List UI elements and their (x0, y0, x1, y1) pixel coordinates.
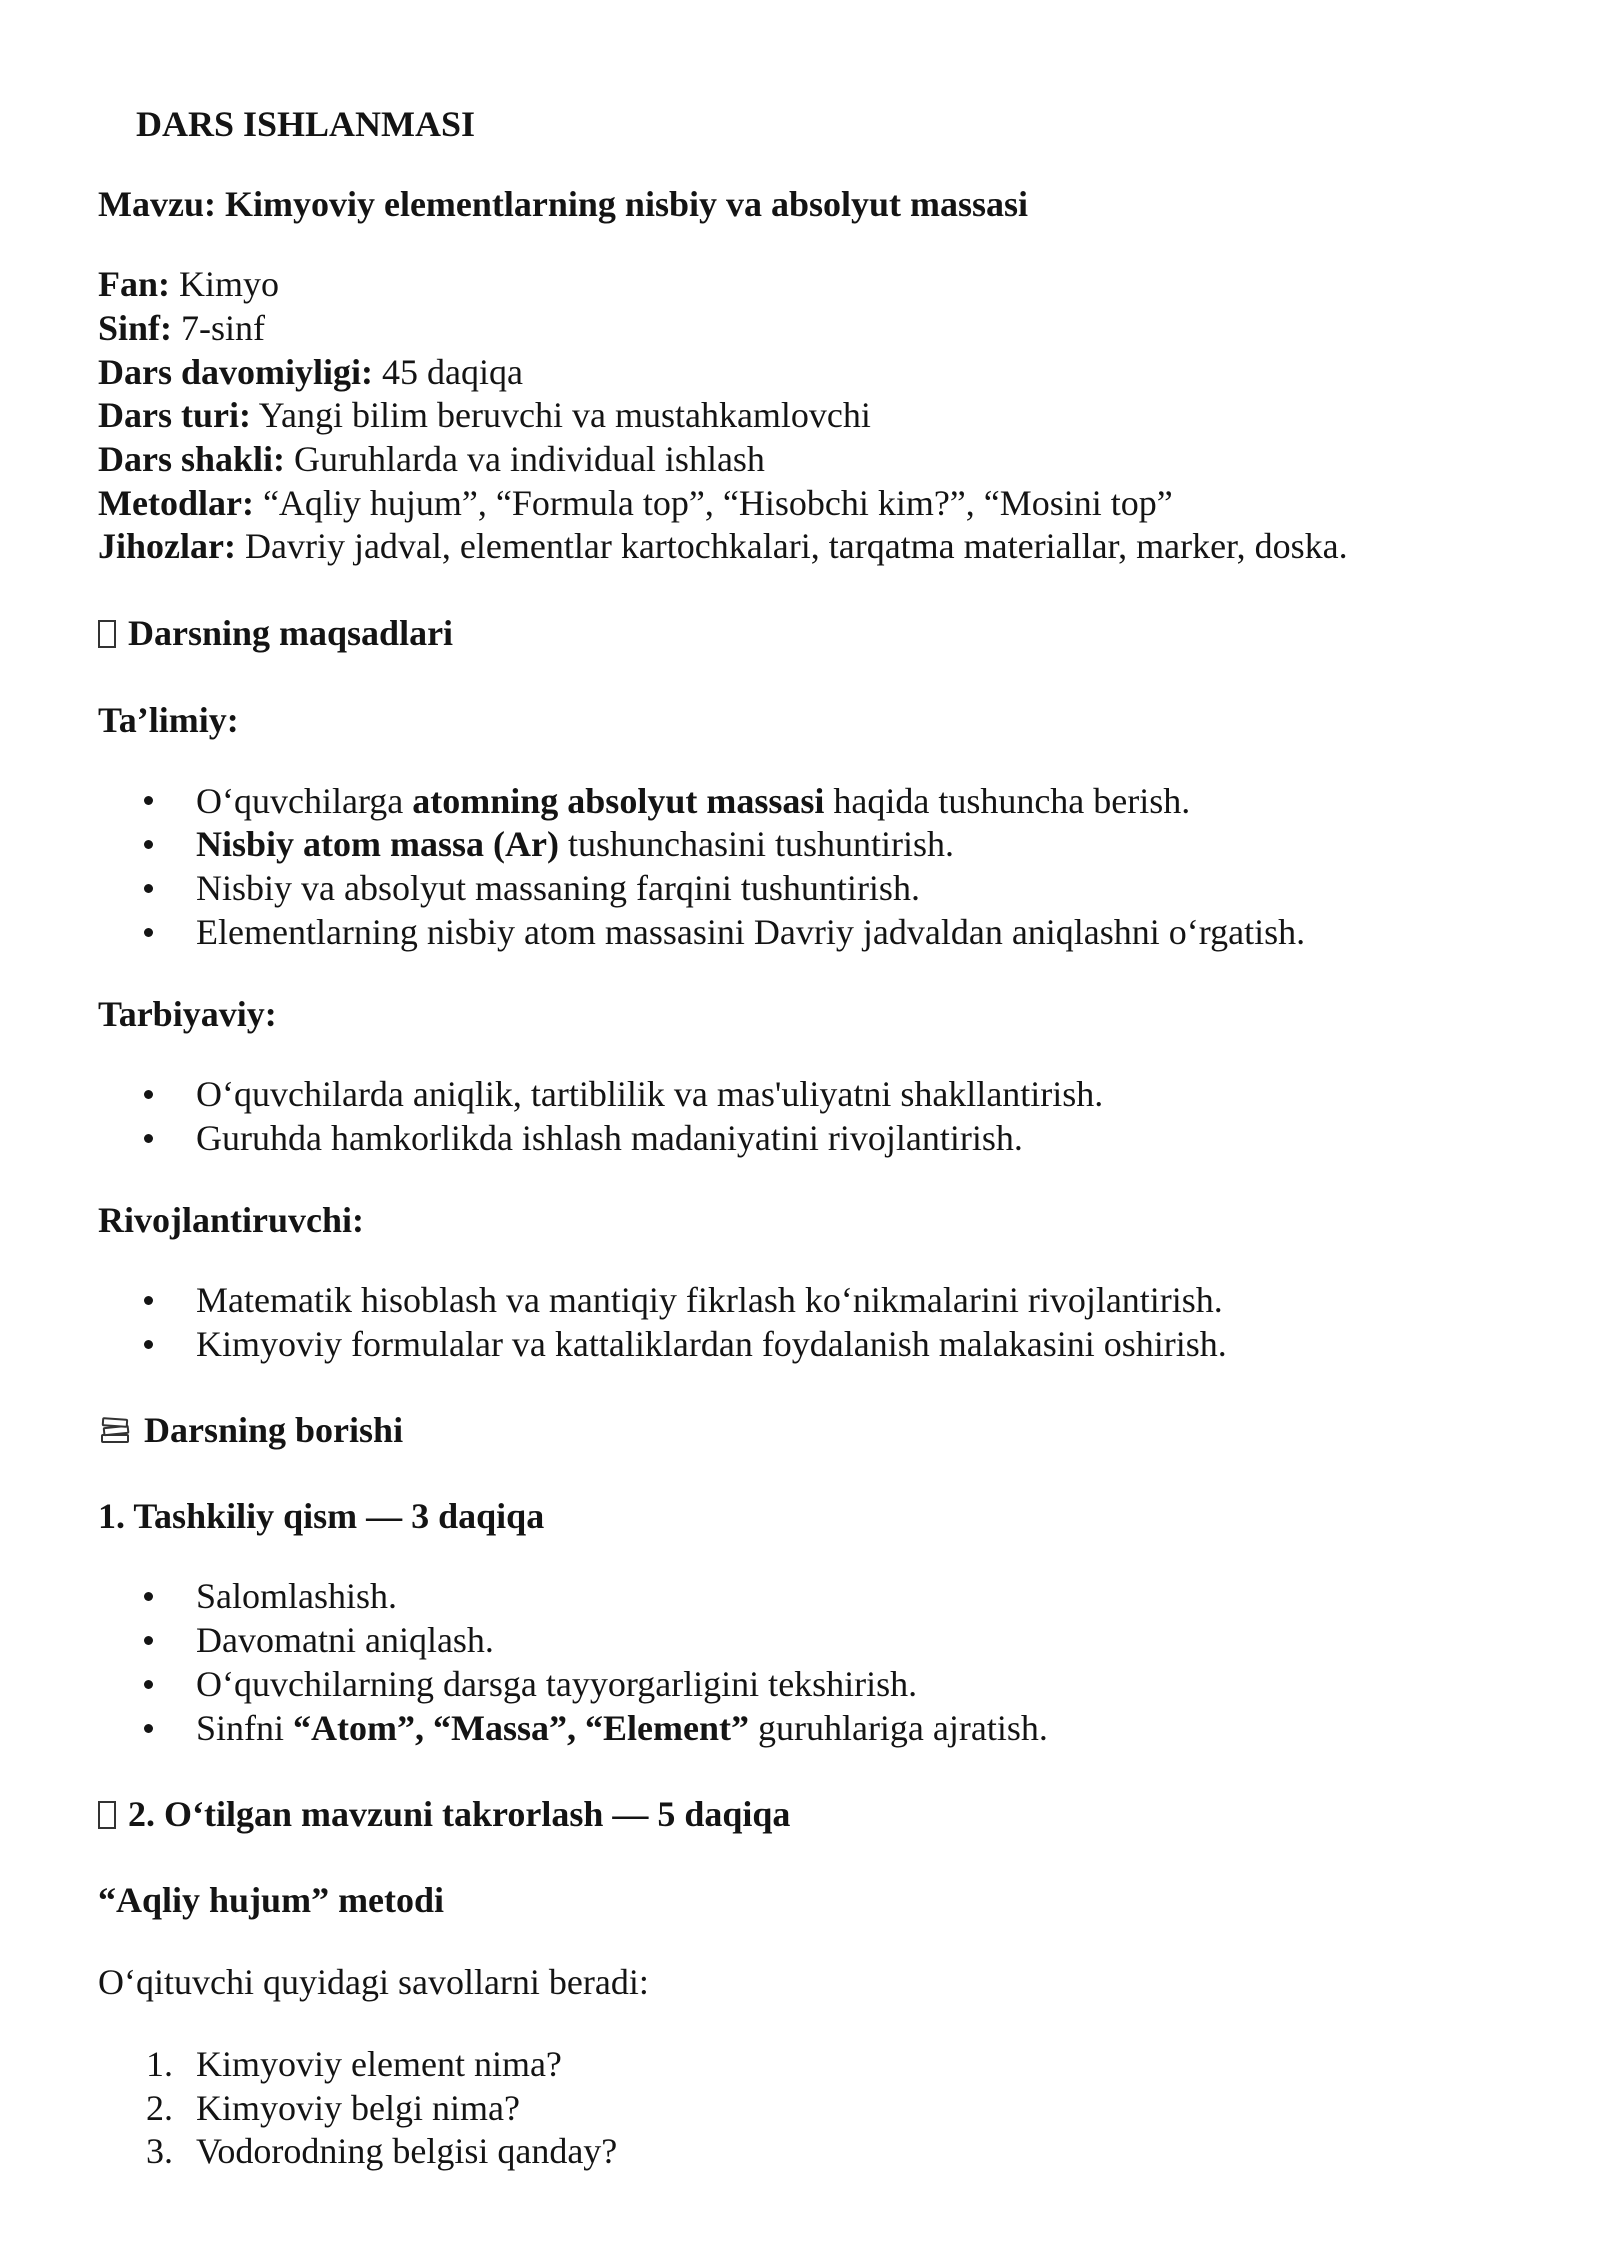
list-item (196, 1710, 1048, 1746)
bullet (144, 796, 153, 805)
info-value: Yangi bilim beruvchi va mustahkamlovchi (258, 395, 871, 435)
rivojlantiruvchi-heading: Rivojlantiruvchi: (98, 1200, 364, 1240)
bullet (144, 928, 153, 937)
list-item: Salomlashish. (196, 1576, 398, 1616)
question-item: Kimyoviy belgi nima? (196, 2088, 520, 2128)
info-label: Metodlar: (98, 483, 254, 523)
box-glyph-icon (98, 1801, 116, 1829)
list-item: O‘quvchilarning darsga tayyorgarligini tekshirish. (196, 1664, 918, 1704)
list-item (196, 914, 1305, 950)
info-value: “Aqliy hujum”, “Formula top”, “Hisobchi kim?”, “Mosini top” (262, 483, 1173, 523)
books-icon (98, 1413, 132, 1447)
question-item: Kimyoviy element nima? (196, 2044, 562, 2084)
bullet (144, 1340, 153, 1349)
info-equipment (98, 528, 1348, 564)
intro-paragraph: O‘qituvchi quyidagi savollarni beradi: (98, 1962, 649, 2002)
item-bold: Nisbiy atom massa (Ar) (196, 824, 559, 864)
info-type (98, 397, 871, 433)
info-form (98, 441, 765, 477)
list-item: Kimyoviy formulalar va kattaliklardan foydalanish malakasini oshirish. (196, 1324, 1227, 1364)
talimiy-heading: Ta’limiy: (98, 700, 239, 740)
info-label: Fan: (98, 264, 170, 304)
process-heading-text: Darsning borishi (144, 1410, 404, 1450)
method-heading: “Aqliy hujum” metodi (98, 1880, 445, 1920)
topic-line (98, 186, 1028, 222)
info-sinf (98, 310, 265, 346)
info-label: Dars davomiyligi: (98, 352, 373, 392)
info-label: Sinf: (98, 308, 173, 348)
item-text: haqida tushuncha berish. (824, 781, 1191, 821)
process-heading (98, 1412, 403, 1448)
item-text: O‘quvchilarga (196, 781, 413, 821)
question-item: Vodorodning belgisi qanday? (196, 2131, 618, 2171)
info-value: 7-sinf (181, 308, 266, 348)
list-item (196, 826, 954, 862)
topic-value: Kimyoviy elementlarning nisbiy va absolyut massasi (224, 184, 1029, 224)
info-methods (98, 485, 1173, 521)
box-glyph-icon (98, 620, 116, 648)
list-item (196, 783, 1190, 819)
question-number: 2. (146, 2088, 173, 2128)
info-value: 45 daqiqa (382, 352, 523, 392)
bullet (144, 1296, 153, 1305)
bullet (144, 1724, 153, 1733)
bullet (144, 1636, 153, 1645)
item-text: tushunchasini tushuntirish. (558, 824, 954, 864)
question-number: 3. (146, 2131, 173, 2171)
item-bold: “Atom”, “Massa”, “Element” (293, 1708, 749, 1748)
item-text: Nisbiy va absolyut massaning farqini tushuntirish. (196, 868, 920, 908)
item-text: Sinfni (196, 1708, 294, 1748)
info-value: Davriy jadval, elementlar kartochkalari, tarqatma materiallar, marker, doska. (244, 526, 1348, 566)
bullet (144, 884, 153, 893)
goals-heading-text: Darsning maqsadlari (128, 613, 454, 653)
topic-label: Mavzu: (98, 184, 216, 224)
info-value: Guruhlarda va individual ishlash (294, 439, 765, 479)
goals-heading (98, 615, 453, 651)
item-bold: atomning absolyut massasi (412, 781, 825, 821)
list-item: Guruhda hamkorlikda ishlash madaniyatini rivojlantirish. (196, 1118, 1023, 1158)
list-item: Matematik hisoblash va mantiqiy fikrlash ko‘nikmalarini rivojlantirish. (196, 1280, 1223, 1320)
bullet (144, 1090, 153, 1099)
section2-heading-text: 2. O‘tilgan mavzuni takrorlash — 5 daqiqa (128, 1794, 791, 1834)
info-duration (98, 354, 523, 390)
bullet (144, 1134, 153, 1143)
bullet (144, 1592, 153, 1601)
section2-heading (98, 1796, 790, 1832)
document-title: DARS ISHLANMASI (136, 104, 476, 144)
info-fan (98, 266, 279, 302)
bullet (144, 840, 153, 849)
tarbiyaviy-heading: Tarbiyaviy: (98, 994, 277, 1034)
list-item: O‘quvchilarda aniqlik, tartiblilik va mas'uliyatni shakllantirish. (196, 1074, 1104, 1114)
bullet (144, 1680, 153, 1689)
question-number: 1. (146, 2044, 173, 2084)
info-label: Dars turi: (98, 395, 251, 435)
info-value: Kimyo (179, 264, 280, 304)
item-text: Elementlarning nisbiy atom massasini Davriy jadvaldan aniqlashni o‘rgatish. (196, 912, 1306, 952)
info-label: Jihozlar: (98, 526, 236, 566)
section1-heading: 1. Tashkiliy qism — 3 daqiqa (98, 1496, 545, 1536)
list-item: Davomatni aniqlash. (196, 1620, 494, 1660)
item-text: guruhlariga ajratish. (748, 1708, 1048, 1748)
list-item (196, 870, 920, 906)
info-label: Dars shakli: (98, 439, 286, 479)
